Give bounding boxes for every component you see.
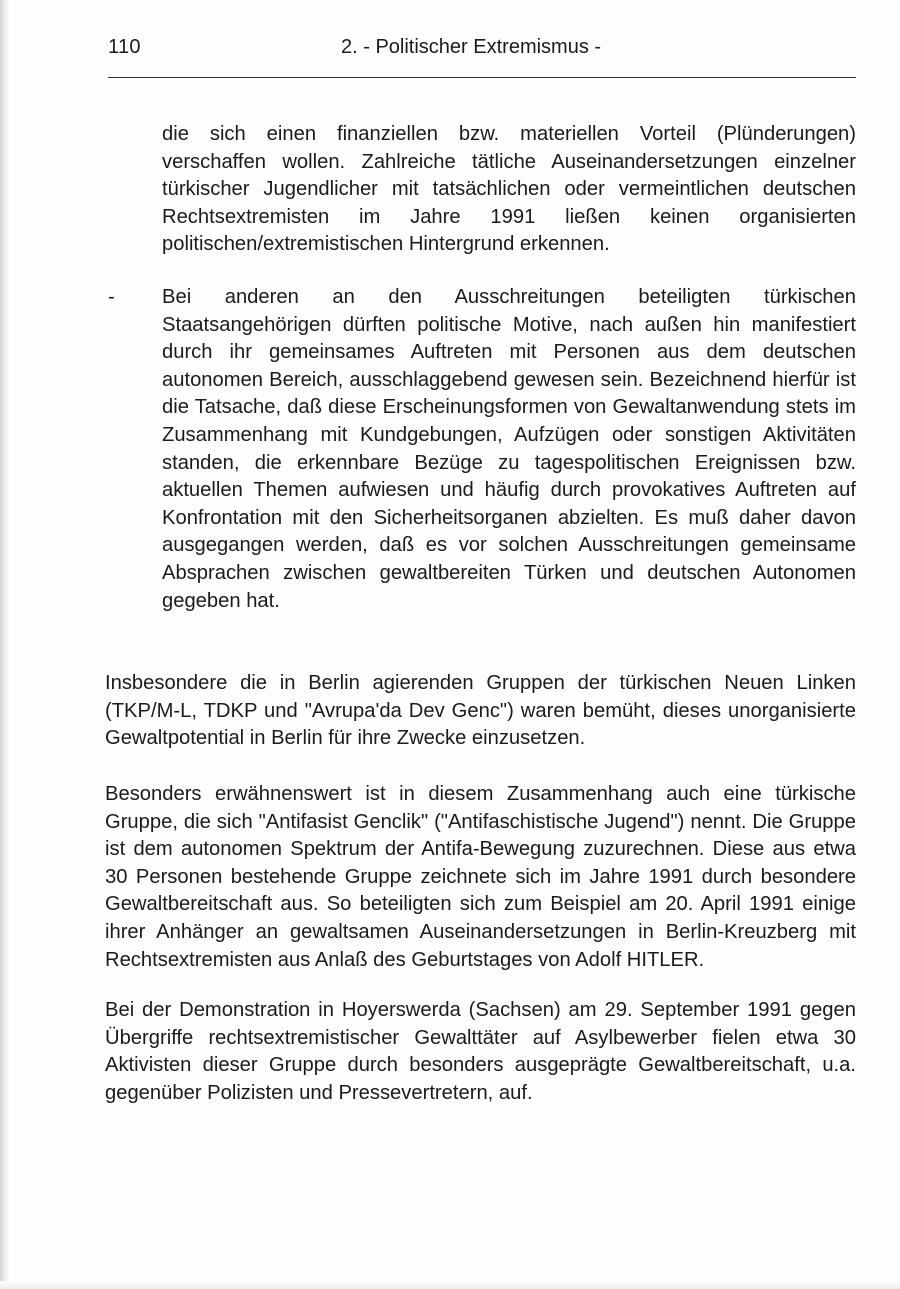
paragraph-berlin-groups: Insbesondere die in Berlin agierenden Gruppen der türkischen Neuen Linken (TKP/M-L, TDKP und "Avrupa'da Dev Genc") waren bemüht, dieses unorganisierte Gewaltpotential in Berlin für ihre Zwecke einzusetzen.	[105, 672, 856, 750]
running-title: 2. - Politischer Extremismus -	[341, 36, 602, 58]
paragraph-hoyerswerda: Bei der Demonstration in Hoyerswerda (Sachsen) am 29. September 1991 gegen Übergriffe rechtsextremistischer Gewalttäter auf Asylbewerber fielen etwa 30 Aktivisten dieser Gruppe durch besonders ausgeprägte Gewaltbereitschaft, u.a. gegenüber Polizisten und Pressevertretern, auf.	[105, 999, 856, 1104]
paragraph-bullet-item: Bei anderen an den Ausschreitungen beteiligten türkischen Staatsangehörigen dürften politische Motive, nach außen hin manifestiert durch ihr gemeinsames Auftreten mit Personen aus dem deutschen autonomen Bereich, ausschlaggebend gewesen sein. Bezeichnend hierfür ist die Tatsache, daß diese Erscheinungsformen von Gewaltanwendung stets im Zusammenhang mit Kundgebungen, Aufzügen oder sonstigen Aktivitäten standen, die erkennbare Bezüge zu tagespolitischen Ereignissen bzw. aktuellen Themen aufwiesen und häufig durch provokatives Auftreten auf Konfrontation mit den Sicherheitsorganen abzielten. Es muß daher davon ausgegangen werden, daß es vor solchen Ausschreitungen gemeinsame Absprachen zwischen gewaltbereiten Türken und deutschen Autonomen gegeben hat.	[162, 286, 856, 612]
page-number: 110	[108, 36, 141, 58]
header-rule	[108, 77, 856, 78]
scan-bottom-edge	[0, 1281, 900, 1289]
page-header	[108, 36, 856, 66]
scan-left-edge	[0, 0, 9, 1289]
bullet-marker: -	[108, 286, 115, 308]
paragraph-continuation: die sich einen finanziellen bzw. materiellen Vorteil (Plünderungen) verschaffen wollen. Zahlreiche tätliche Auseinandersetzungen einzelner türkischer Jugendlicher mit tatsächlichen oder vermeintlichen deutschen Rechtsextremisten im Jahre 1991 ließen keinen organisierten politischen/extremistischen Hintergrund erkennen.	[162, 123, 856, 256]
paragraph-antifasist-genclik: Besonders erwähnenswert ist in diesem Zusammenhang auch eine türkische Gruppe, die sich "Antifasist Genclik" ("Antifaschistische Jugend") nennt. Die Gruppe ist dem autonomen Spektrum der Antifa-Bewegung zuzurechnen. Diese aus etwa 30 Personen bestehende Gruppe zeichnete sich im Jahre 1991 durch besondere Gewaltbereitschaft aus. So beteiligten sich zum Beispiel am 20. April 1991 einige ihrer Anhänger an gewaltsamen Auseinandersetzungen in Berlin-Kreuzberg mit Rechtsextremisten aus Anlaß des Geburtstages von Adolf HITLER.	[105, 783, 856, 971]
